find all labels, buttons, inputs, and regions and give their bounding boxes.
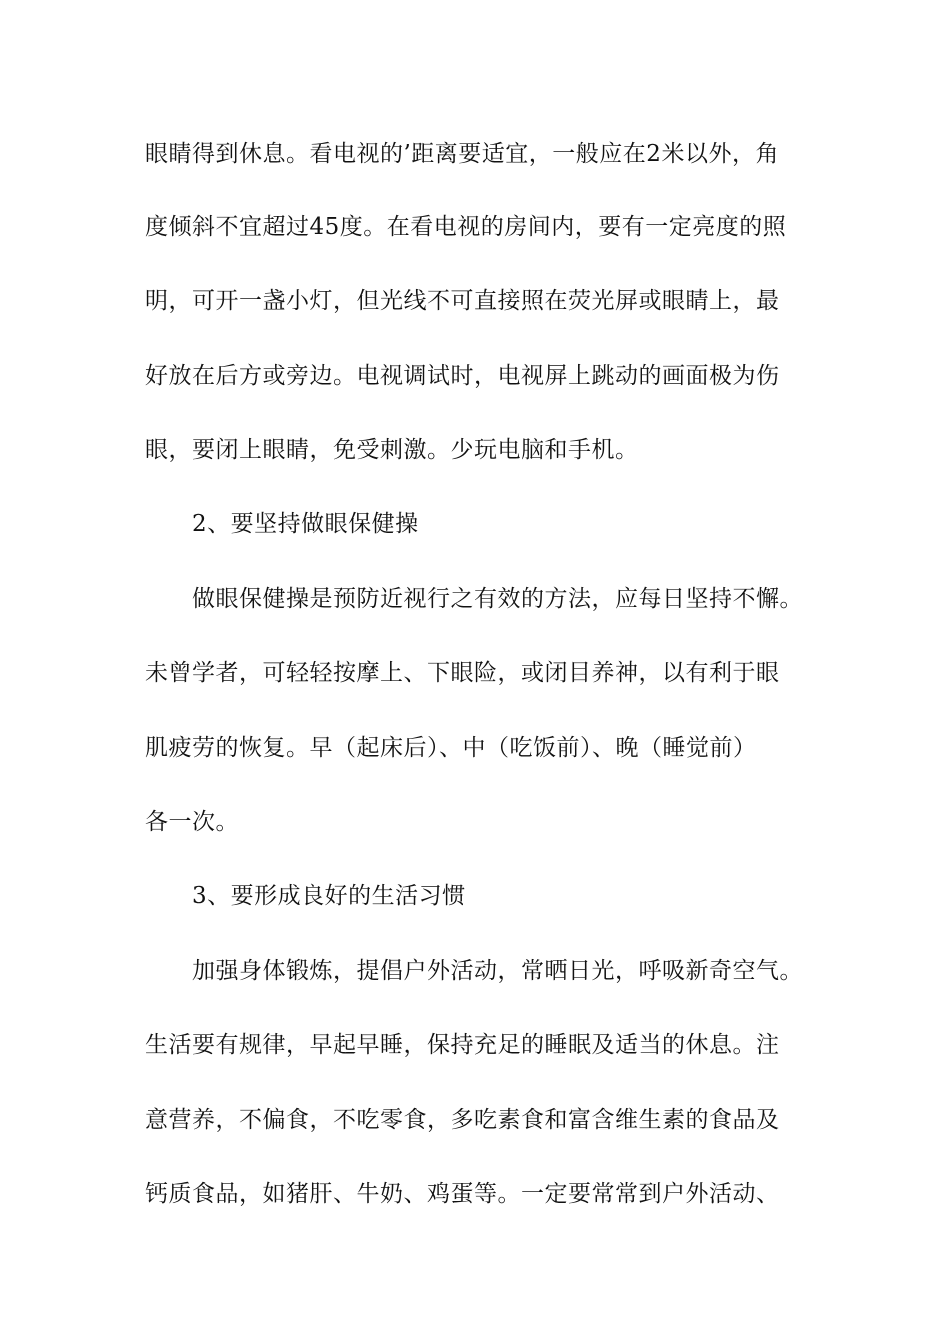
paragraph-line: 钙质食品，如猪肝、牛奶、鸡蛋等。一定要常常到户外活动、 (145, 1181, 780, 1207)
paragraph-line: 好放在后方或旁边。电视调试时，电视屏上跳动的画面极为伤 (145, 363, 780, 389)
paragraph-line: 做眼保健操是预防近视行之有效的方法，应每日坚持不懈。 (192, 586, 803, 612)
paragraph-line: 眼睛得到休息。看电视的’距离要适宜，一般应在2米以外，角 (145, 141, 779, 167)
paragraph-line: 眼，要闭上眼睛，免受刺激。少玩电脑和手机。 (145, 437, 639, 463)
paragraph-line: 加强身体锻炼，提倡户外活动，常晒日光，呼吸新奇空气。 (192, 958, 803, 984)
section-heading: 3、要形成良好的生活习惯 (192, 883, 466, 909)
paragraph-line: 度倾斜不宜超过45度。在看电视的房间内，要有一定亮度的照 (145, 214, 787, 240)
paragraph-line: 明，可开一盏小灯，但光线不可直接照在荧光屏或眼睛上，最 (145, 288, 780, 314)
paragraph-line: 生活要有规律，早起早睡，保持充足的睡眠及适当的休息。注 (145, 1032, 780, 1058)
section-heading: 2、要坚持做眼保健操 (192, 511, 419, 537)
paragraph-line: 肌疲劳的恢复。早（起床后）、中（吃饭前）、晚（睡觉前） (145, 735, 757, 761)
paragraph-line: 未曾学者，可轻轻按摩上、下眼险，或闭目养神，以有利于眼 (145, 660, 780, 686)
paragraph-line: 意营养，不偏食，不吃零食，多吃素食和富含维生素的食品及 (145, 1107, 780, 1133)
paragraph-line: 各一次。 (145, 809, 239, 835)
